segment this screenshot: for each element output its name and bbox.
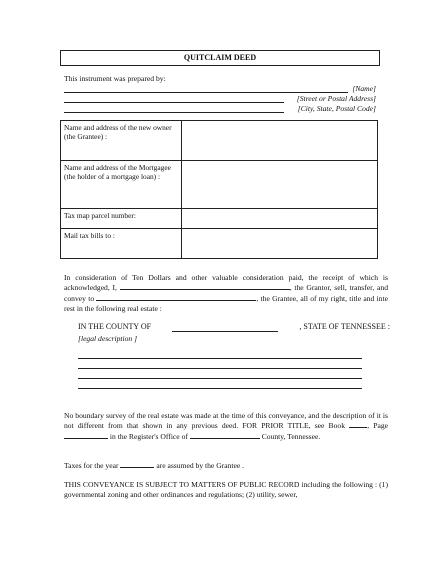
preparer-name-line[interactable] (64, 84, 376, 94)
consideration-text-3: , the Grantee, all of my right, title and inte rest in the following real estate : (64, 293, 389, 313)
subject-text-1: THIS CONVEYANCE IS SUBJECT TO MATTERS OF PUBLIC RECORD (64, 480, 300, 489)
consideration-text-1: In consideration of Ten Dollars and other valuable consideration paid, the receipt of which is acknowledged, I, (64, 273, 388, 293)
book-blank[interactable] (349, 421, 367, 428)
tax-year-blank[interactable] (120, 461, 154, 468)
prepared-by-label: This instrument was prepared by: (64, 74, 166, 83)
subject-paragraph (64, 480, 388, 501)
survey-text-5: County, Tennessee. (261, 431, 321, 441)
legal-description-label: [legal description ] (78, 334, 138, 343)
legal-line[interactable] (78, 358, 362, 359)
in-county-label: IN THE COUNTY OF (78, 322, 152, 331)
legal-line[interactable] (78, 378, 362, 379)
grantee-field[interactable] (182, 121, 378, 161)
preparer-city-line[interactable] (64, 104, 376, 114)
mail-tax-label: Mail tax bills to : (61, 229, 182, 259)
subject-text-2: including the following : (1) governmental zoning and other ordinances and regulations; (2) utility, sewer, (64, 480, 388, 500)
consideration-text-2: , the Grantor, sell, transfer, and convey to (64, 283, 388, 303)
legal-line[interactable] (78, 388, 362, 389)
mortgagee-field[interactable] (182, 161, 378, 209)
county-blank[interactable] (172, 325, 278, 332)
survey-text-1: No boundary survey of the real estate was made at the time of this conveyance, and the description of it is not different from that shown in any previous deed. (64, 411, 388, 431)
mail-tax-field[interactable] (182, 229, 378, 259)
county-line (78, 322, 390, 333)
mortgagee-label: Name and address of the Mortgagee (the holder of a mortgage loan) : (61, 161, 182, 209)
grantee-blank[interactable] (96, 294, 256, 301)
street-label: [Street or Postal Address] (296, 94, 376, 103)
tax-map-field[interactable] (182, 209, 378, 229)
prior-title-label: FOR PRIOR TITLE (242, 421, 309, 431)
taxes-text-1: Taxes for the year (64, 461, 119, 470)
grantor-blank[interactable] (120, 283, 290, 290)
register-county-blank[interactable] (190, 432, 260, 439)
page-title: QUITCLAIM DEED (60, 50, 380, 66)
page-blank[interactable] (64, 432, 108, 439)
survey-text-2: , see Book (308, 421, 346, 431)
preparer-street-line[interactable] (64, 94, 376, 104)
grantee-label: Name and address of the new owner (the Grantee) : (61, 121, 182, 161)
survey-text-3: , Page (367, 421, 388, 431)
survey-paragraph (64, 411, 388, 442)
survey-text-4: in the Register's Office of (109, 431, 188, 441)
state-label: , STATE OF TENNESSEE : (299, 322, 390, 331)
name-label: [Name] (352, 84, 376, 93)
tax-map-label: Tax map parcel number: (61, 209, 182, 229)
consideration-paragraph (64, 273, 388, 314)
taxes-text-2: are assumed by the Grantee . (156, 461, 245, 470)
city-label: [City, State, Postal Code] (297, 104, 376, 113)
legal-line[interactable] (78, 368, 362, 369)
party-info-table (60, 120, 378, 259)
taxes-paragraph (64, 461, 388, 471)
